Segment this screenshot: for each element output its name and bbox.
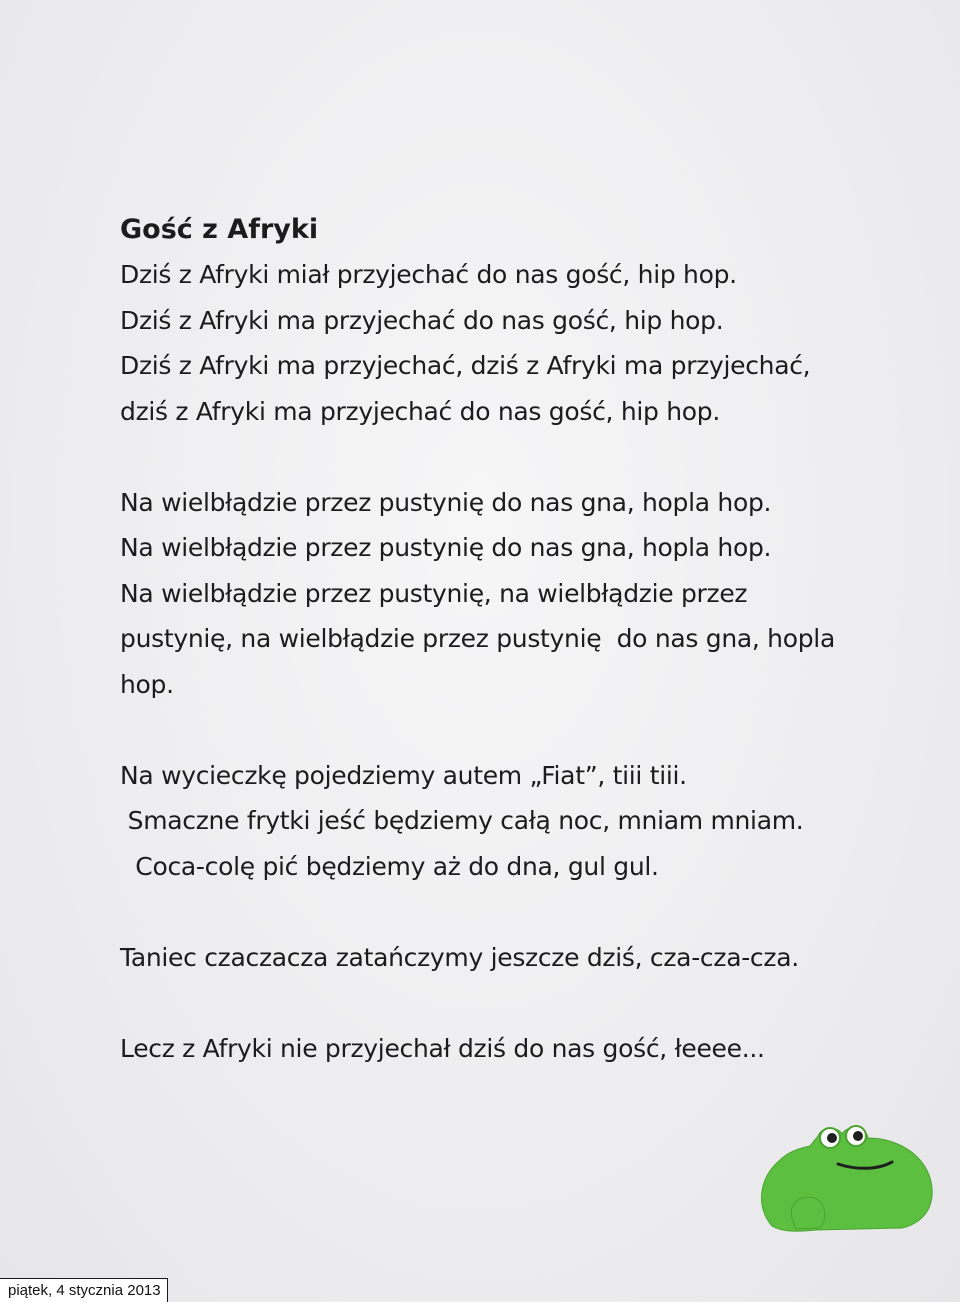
frog-pupil-right [853, 1131, 863, 1141]
poem-line: Dziś z Afryki ma przyjechać do nas gość, hip hop. [120, 305, 724, 335]
frog-pupil-left [827, 1133, 837, 1143]
stanza-1 [120, 252, 880, 434]
poem-line: Coca-colę pić będziemy aż do dna, gul gul. [120, 851, 659, 881]
poem-line: Dziś z Afryki ma przyjechać, dziś z Afryki ma przyjechać, [120, 351, 811, 380]
poem-line: pustynię, na wielbłądzie przez pustynię do nas gna, hopla [120, 624, 835, 653]
frog-icon [762, 1126, 933, 1231]
poem-line: Lecz z Afryki nie przyjechał dziś do nas gość, łeeee... [120, 1033, 765, 1063]
stanza-5 [120, 1026, 880, 1072]
frog-illustration [752, 1108, 938, 1238]
poem-line: Na wycieczkę pojedziemy autem „Fiat”, tiii tiii. [120, 760, 687, 790]
stanza-gap [120, 980, 880, 1026]
stanza-2 [120, 480, 880, 708]
poem-line: Dziś z Afryki miał przyjechać do nas gość, hip hop. [120, 260, 737, 289]
poem-line: hop. [120, 669, 174, 699]
frog-body [762, 1128, 933, 1232]
poem-line: Na wielbłądzie przez pustynię, na wielbłądzie przez [120, 578, 748, 608]
stanza-3 [120, 753, 880, 890]
poem-line: Na wielbłądzie przez pustynię do nas gna, hopla hop. [120, 533, 772, 562]
stanza-gap [120, 889, 880, 935]
poem-line: Na wielbłądzie przez pustynię do nas gna, hopla hop. [120, 487, 772, 517]
stanza-gap [120, 434, 880, 480]
poem-line: dziś z Afryki ma przyjechać do nas gość, hip hop. [120, 396, 720, 426]
stanza-gap [120, 707, 880, 753]
poem [120, 208, 880, 1071]
poem-line: Taniec czaczacza zatańczymy jeszcze dziś, cza-cza-cza. [120, 942, 799, 972]
frog-leg [791, 1197, 825, 1229]
poem-line: Smaczne frytki jeść będziemy całą noc, mniam mniam. [120, 806, 804, 835]
stanza-4 [120, 935, 880, 981]
poem-title: Gość z Afryki [120, 214, 319, 245]
footer-date: piątek, 4 stycznia 2013 [0, 1278, 168, 1302]
